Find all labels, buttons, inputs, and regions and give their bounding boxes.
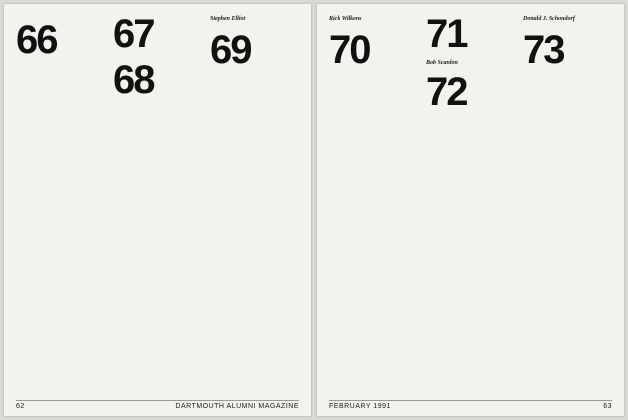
left-page xyxy=(4,4,311,416)
class-year-numeral: 72 xyxy=(426,69,467,114)
class-note-entry xyxy=(523,27,612,72)
class-note-entry xyxy=(113,14,202,54)
text-column xyxy=(113,14,202,394)
class-year-numeral: 66 xyxy=(16,18,57,62)
class-note-entry xyxy=(210,27,299,72)
right-page xyxy=(317,4,624,416)
class-note-entry xyxy=(426,60,515,112)
class-note-entry xyxy=(210,16,299,24)
class-secretary-byline: Donald J. Schondorf xyxy=(523,16,575,22)
page-number-left: 62 xyxy=(16,403,25,410)
class-year-numeral: 71 xyxy=(426,14,467,56)
text-column xyxy=(426,14,515,394)
class-secretary-byline: Stephen Elliot xyxy=(210,16,246,22)
page-number-right: 63 xyxy=(603,403,612,410)
class-year-numeral: 73 xyxy=(523,27,564,72)
issue-date: FEBRUARY 1991 xyxy=(329,403,391,410)
class-year-numeral: 67 xyxy=(113,14,154,56)
class-note-entry xyxy=(329,27,418,72)
publication-name: DARTMOUTH ALUMNI MAGAZINE xyxy=(175,403,299,410)
text-column xyxy=(16,14,105,394)
magazine-spread xyxy=(4,4,624,416)
class-secretary-byline: Rick Wilkens xyxy=(329,16,362,22)
class-note-entry xyxy=(329,16,418,24)
class-secretary-byline: Bob Scanlon xyxy=(426,60,458,66)
text-column xyxy=(210,14,299,394)
class-note-entry xyxy=(523,16,612,24)
class-year-numeral: 68 xyxy=(113,58,154,102)
left-page-columns xyxy=(16,14,299,394)
right-page-columns xyxy=(329,14,612,394)
left-page-footer xyxy=(16,400,299,410)
class-note-entry xyxy=(113,60,202,100)
class-year-numeral: 69 xyxy=(210,27,251,72)
text-column xyxy=(523,14,612,394)
class-note-entry xyxy=(16,20,105,60)
right-page-footer xyxy=(329,400,612,410)
class-year-numeral: 70 xyxy=(329,27,370,72)
text-column xyxy=(329,14,418,394)
class-note-entry xyxy=(426,14,515,54)
